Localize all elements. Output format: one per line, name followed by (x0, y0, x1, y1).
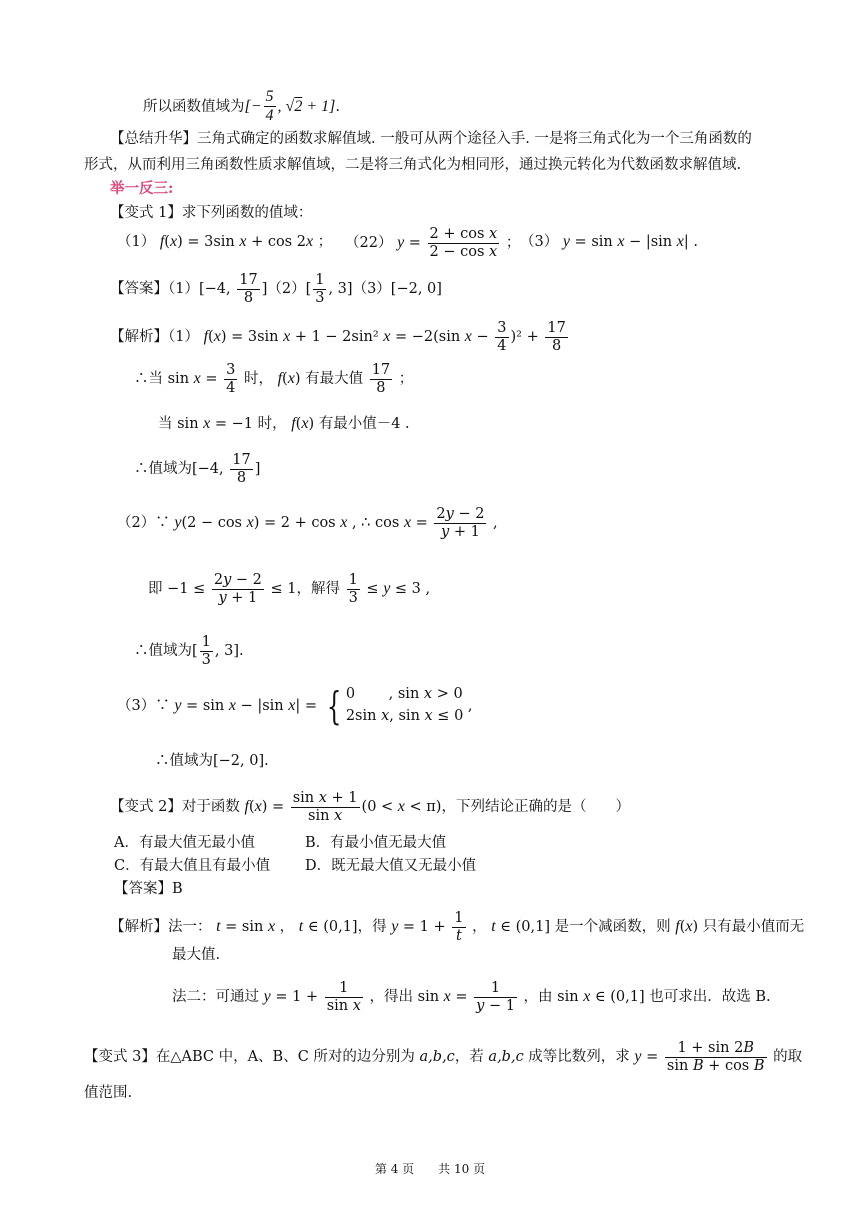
summary-line-1: 【总结升华】三角式确定的函数求解值域. 一般可从两个途径入手. 一是将三角式化为一个三角函数的 (110, 131, 752, 147)
l01: 所以函数值域为[− $\frac{5}{4}$ , √2 + 1]. (143, 88, 340, 125)
variant1-item-3: （3） y = sin x − |sin x| . (520, 233, 698, 250)
variant1-solution-1: 【解析】（1） f(x) = 3sin x + 1 − 2sin² x = −2(sin x − $\frac{3}{4}$ )² + $\frac{17}{8}$ (110, 320, 566, 354)
variant2-solution-1: 【解析】法一： t = sin x ， t ∈ (0,1]，得 y = 1 + $\frac{1}{t}$ ， t ∈ (0,1] 是一个减函数，则 f(x) 只有最小值而无 (110, 910, 805, 944)
solution-2-step: （2）∵ y(2 − cos x) = 2 + cos x , ∴ cos x = $\frac{2y - 2}{y + 1}$ , (117, 506, 498, 540)
summary-line-2: 形式，从而利用三角函数性质求解值域，二是将三角式化为相同形，通过换元转化为代数函数求解值域. (84, 157, 742, 173)
page-footer: 第 4 页 共 10 页 (374, 1162, 486, 1176)
option-b: B．有最小值无最大值 (305, 835, 447, 851)
variant2-solution-1-cont: 最大值. (172, 947, 221, 963)
option-a: A．有最大值无最小值 (114, 835, 255, 851)
variant1-item-1: （1） f(x) = 3sin x + cos 2x ； (117, 233, 333, 250)
option-d: D．既无最大值又无最小值 (305, 858, 477, 874)
variant2-answer: 【答案】B (114, 881, 183, 897)
option-c: C．有最大值且有最小值 (114, 858, 271, 874)
practice-heading: 举一反三: (110, 180, 174, 197)
variant1-answer: 【答案】（1）[−4, $\frac{17}{8}$ ]（2）[ $\frac{1}{3}$ , 3]（3）[−2, 0] (110, 272, 442, 306)
solution-1-range: ∴值域为[−4, $\frac{17}{8}$ ] (134, 452, 261, 486)
variant3-question-cont: 值范围. (84, 1085, 133, 1101)
variant1-heading: 【变式 1】求下列函数的值域： (110, 205, 313, 221)
variant2-question: 【变式 2】对于函数 f(x) = $\frac{\text{sin x + 1}}{\text{sin x}}$ (0 < x < π)，下列结论正确的是（ ） (110, 790, 630, 824)
solution-3-piecewise: （3）∵ y = sin x − |sin x| = { 0 , sin x > 0 2sin x, sin x ≤ 0 , (117, 683, 473, 728)
solution-2-inequality: 即 −1 ≤ $\frac{2y - 2}{y + 1}$ ≤ 1，解得 $\frac{1}{3}$ ≤ y ≤ 3 , (148, 572, 431, 606)
variant1-item-2: （22） y = $\frac{\text{2 + cos x}}{\text{2 − cos x}}$ ； (345, 226, 521, 260)
variant2-solution-2: 法二：可通过 y = 1 + $\frac{1}{\text{sin x}}$ ，得出 sin x = $\frac{1}{y - 1}$ ，由 sin x ∈ (0,1] 也可求出．故选 B. (172, 980, 771, 1014)
solution-2-range: ∴值域为[ $\frac{1}{3}$ , 3]. (134, 634, 244, 668)
solution-1-min: 当 sin x = −1 时， f(x) 有最小值－4 . (158, 415, 410, 432)
variant3-question: 【变式 3】在△ABC 中，A、B、C 所对的边分别为 a,b,c，若 a,b,c 成等比数列，求 y = $\frac{1 + \sin 2B}{\text{sin B + cos B}}$ 的取 (84, 1040, 803, 1074)
solution-1-max: ∴当 sin x = $\frac{3}{4}$ 时， f(x) 有最大值 $\frac{17}{8}$ ； (134, 362, 414, 396)
solution-3-range: ∴值域为[−2, 0]. (155, 753, 269, 769)
